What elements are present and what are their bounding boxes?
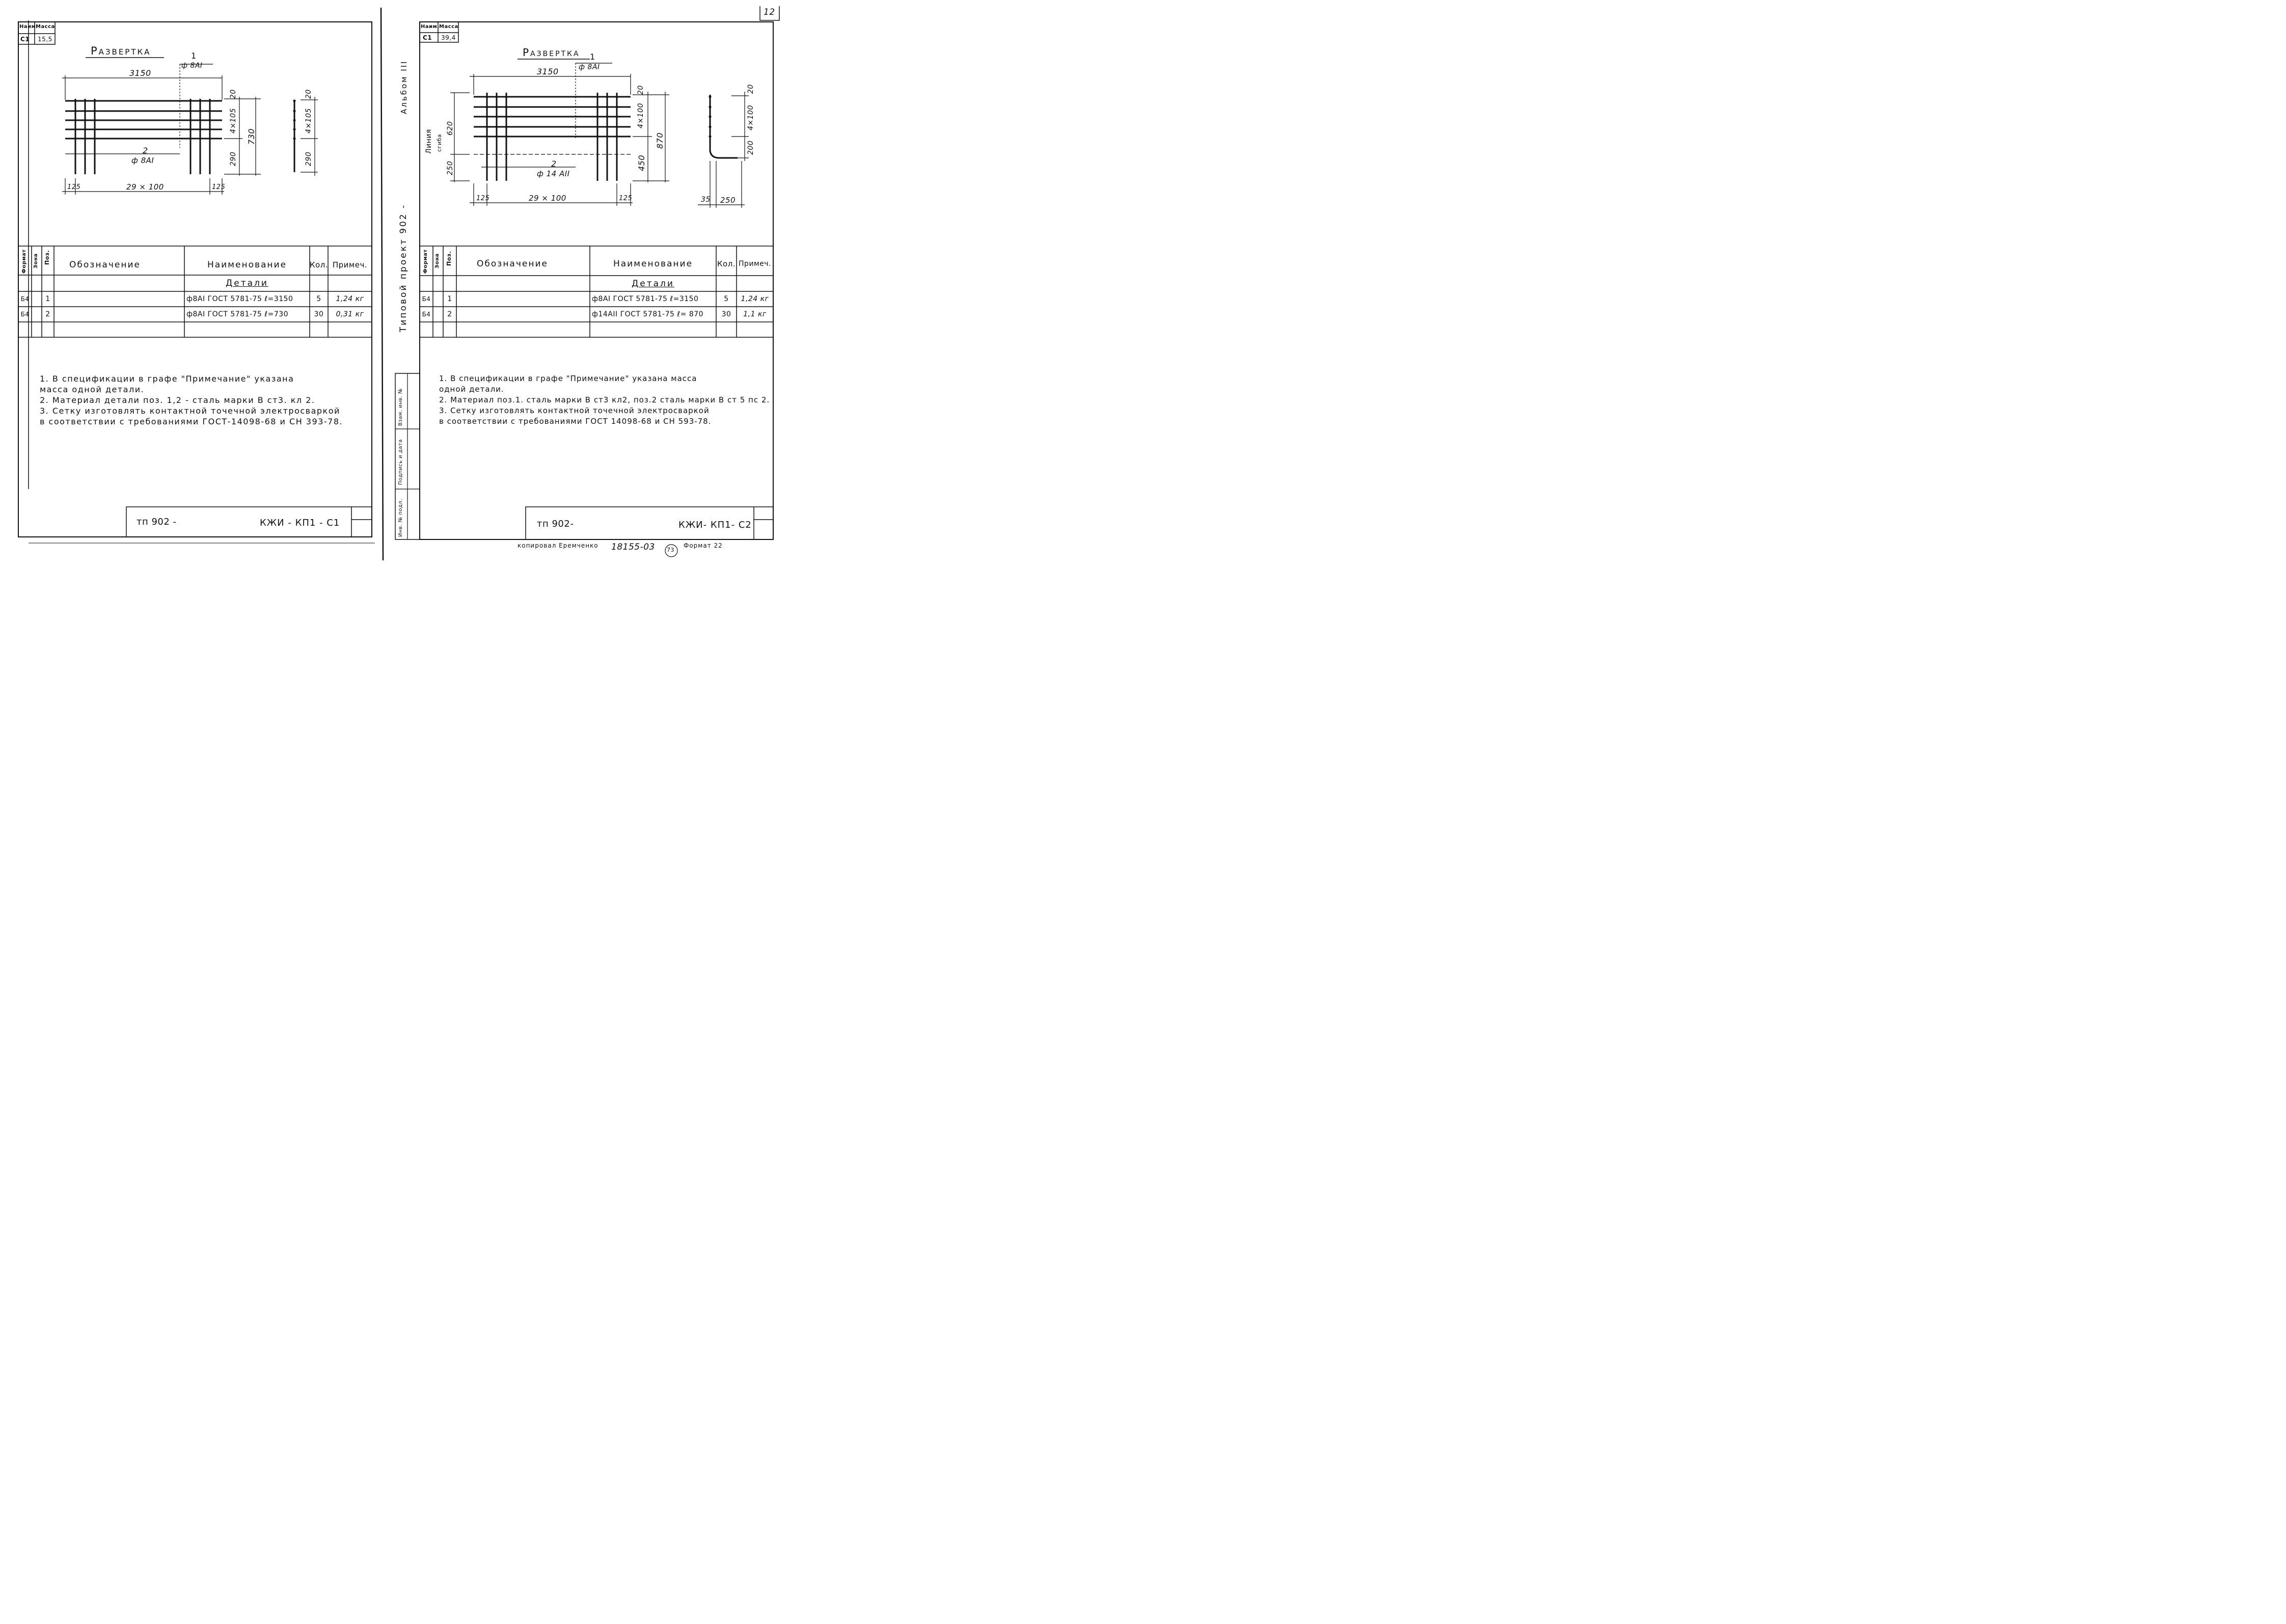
bottom-dim: 450: [637, 154, 646, 171]
mark-header-mass: Масса: [439, 24, 458, 30]
col-zone-header: Зона: [434, 253, 440, 268]
bend-line-label-2: сгиба: [436, 133, 443, 152]
end-right-dim: 125: [212, 183, 226, 191]
col-note-header: Примеч.: [332, 260, 368, 269]
note-line: одной детали.: [439, 385, 504, 394]
col-designation-header: Обозначение: [69, 260, 141, 270]
mark-mass: 39,4: [441, 34, 456, 41]
left-lower-dim: 250: [446, 160, 454, 175]
note-line: 2. Материал детали поз. 1,2 - сталь марки В ст3. кл 2.: [40, 395, 315, 405]
note-line: масса одной детали.: [40, 385, 145, 394]
row-qty: 30: [721, 310, 731, 318]
col-qty-header: Кол.: [310, 260, 328, 269]
row-note: 1,24 кг: [741, 295, 769, 303]
stamp-code: КЖИ - КП1 - С1: [260, 518, 340, 528]
format-label: Формат 22: [684, 542, 723, 549]
left-upper-dim: 620: [446, 121, 454, 136]
length-dim: 3150: [129, 68, 151, 78]
mark-mass: 15,5: [38, 36, 52, 43]
row-format: Б4: [422, 311, 431, 318]
length-dim: 3150: [537, 67, 559, 76]
album-label: Альбом III: [399, 60, 409, 114]
mark-header-name: Наим.: [19, 24, 38, 30]
mark-header-name: Наим.: [421, 24, 440, 30]
mark-name: С1: [20, 36, 30, 43]
col-note-header: Примеч.: [739, 260, 771, 268]
spacing-dim: 29 × 100: [126, 182, 164, 192]
stamp-project: тп 902-: [537, 519, 574, 529]
row-pos: 1: [45, 295, 50, 303]
pos2-label: 2: [143, 146, 148, 155]
row-qty: 5: [724, 295, 729, 303]
section-title: Детали: [226, 278, 268, 288]
mark-name: С1: [423, 34, 432, 41]
row-name: ф14АII ГОСТ 5781-75 ℓ= 870: [592, 310, 704, 318]
row-note: 1,1 кг: [743, 310, 767, 318]
row-pos: 1: [447, 295, 452, 303]
stamp-project: тп 902 -: [137, 517, 177, 527]
side-mid-dim: 4×100: [747, 105, 755, 130]
note-line: 1. В спецификации в графе "Примечание" указана масса: [439, 374, 697, 383]
bottom-dim: 290: [229, 151, 237, 166]
left-notes: [40, 373, 343, 427]
row-format: Б4: [422, 295, 431, 303]
archive-number: 18155-03: [611, 542, 655, 552]
right-notes: [439, 373, 770, 427]
note-line: 3. Сетку изготовлять контактной точечной электросваркой: [40, 406, 340, 416]
pos1-label: 1: [590, 52, 595, 62]
bend-line-label: Линия: [425, 129, 433, 154]
note-line: в соответствии с требованиями ГОСТ 14098-68 и СН 593-78.: [439, 417, 712, 426]
row-name: ф8АI ГОСТ 5781-75 ℓ=3150: [592, 295, 699, 303]
row-qty: 30: [314, 310, 324, 318]
pos1-label: 1: [191, 51, 197, 61]
side-top-dim: 20: [305, 89, 313, 99]
side-top-dim: 20: [747, 84, 755, 94]
drawing-title: Развертка: [523, 46, 580, 59]
total-dim: 730: [247, 128, 256, 145]
col-format-header: Формат: [21, 249, 27, 274]
top-dim: 20: [637, 85, 645, 95]
end-right-dim: 125: [619, 195, 633, 202]
col-format-header: Формат: [423, 249, 428, 274]
note-line: в соответствии с требованиями ГОСТ-14098-68 и СН 393-78.: [40, 417, 343, 426]
side-bottom-dim: 200: [747, 140, 755, 155]
project-label: Типовой проект 902 -: [398, 203, 409, 332]
note-line: 2. Материал поз.1. сталь марки В ст3 кл2, поз.2 сталь марки В ст 5 пс 2.: [439, 395, 770, 404]
row-name: ф8АI ГОСТ 5781-75 ℓ=730: [186, 310, 289, 318]
pos1-bar: ф 8АI: [181, 62, 203, 70]
row-pos: 2: [447, 310, 452, 318]
pos1-bar: ф 8АI: [579, 63, 600, 71]
row-pos: 2: [45, 310, 50, 318]
col-pos-header: Поз.: [44, 250, 50, 265]
end-left-dim: 125: [67, 183, 81, 191]
side-bottom-dim: 290: [305, 151, 313, 166]
pos2-bar: ф 8АI: [131, 156, 154, 165]
strip-inv-no: Инв. № подл.: [398, 499, 403, 537]
col-qty-header: Кол.: [717, 259, 736, 268]
stamp-code: КЖИ- КП1- С2: [678, 520, 752, 530]
drawing-title: Развертка: [91, 45, 151, 57]
mid-dim: 4×100: [637, 103, 645, 128]
col-designation-header: Обозначение: [477, 259, 548, 269]
mark-header-mass: Масса: [36, 24, 55, 30]
total-dim: 870: [655, 132, 665, 149]
end-left-dim: 125: [476, 195, 490, 202]
row-name: ф8АI ГОСТ 5781-75 ℓ=3150: [186, 295, 293, 303]
spacing-dim: 29 × 100: [529, 194, 566, 203]
row-qty: 5: [316, 295, 321, 303]
mid-dim: 4×105: [229, 108, 237, 133]
note-line: 1. В спецификации в графе "Примечание" указана: [40, 374, 294, 384]
row-format: Б4: [20, 295, 30, 303]
col-zone-header: Зона: [33, 253, 39, 268]
pos2-label: 2: [551, 159, 557, 169]
row-format: Б4: [20, 311, 30, 318]
page-number: 12: [764, 7, 775, 17]
section-title: Детали: [632, 278, 674, 289]
col-pos-header: Поз.: [446, 251, 452, 266]
note-line: 3. Сетку изготовлять контактной точечной электросваркой: [439, 406, 710, 415]
copied-by: копировал Еремченко: [518, 542, 598, 549]
strip-signature: Подпись и дата: [398, 439, 403, 485]
row-note: 0,31 кг: [336, 310, 364, 318]
pos2-bar: ф 14 АII: [537, 169, 570, 178]
col-name-header: Наименование: [613, 259, 693, 269]
circled-number: 73: [667, 547, 674, 553]
strip-replace-inv: Взам. инв. №: [398, 388, 403, 426]
top-dim: 20: [229, 89, 237, 99]
col-name-header: Наименование: [207, 260, 287, 270]
hook-b-dim: 250: [720, 196, 736, 205]
row-note: 1,24 кг: [336, 295, 364, 303]
hook-a-dim: 35: [701, 196, 711, 204]
side-mid-dim: 4×105: [305, 108, 313, 133]
